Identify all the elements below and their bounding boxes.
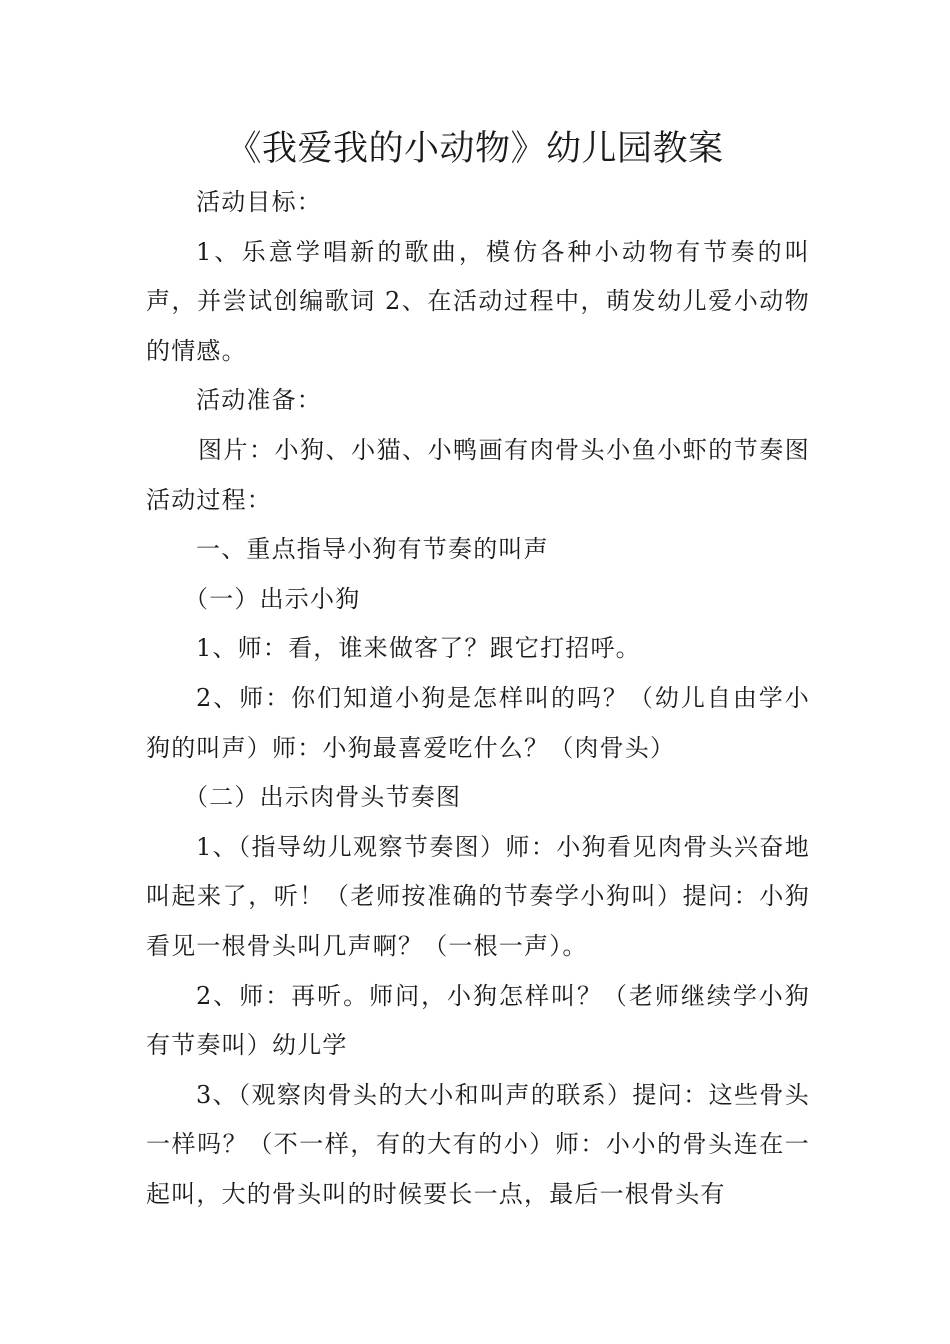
section-heading-goals: 活动目标：: [196, 188, 322, 216]
paragraph-goals: 1、乐意学唱新的歌曲，模仿各种小动物有节奏的叫声，并尝试创编歌词 2、在活动过程中，萌发幼儿爱小动物的情感。: [146, 237, 810, 365]
section-heading-preparation: 活动准备：: [196, 386, 322, 415]
paragraph-preparation: 图片：小狗、小猫、小鸭画有肉骨头小鱼小虾的节奏图活动过程：: [146, 435, 810, 514]
paragraph-chart-step-2: 2、师：再听。师问，小狗怎样叫？（老师继续学小狗有节奏叫）幼儿学: [146, 981, 810, 1060]
section-heading-part-one: 一、重点指导小狗有节奏的叫声: [196, 535, 549, 564]
document-body: [146, 178, 810, 1219]
subheading-show-bone-chart: （二）出示肉骨头节奏图: [184, 783, 462, 812]
paragraph-step-2: 2、师：你们知道小狗是怎样叫的吗？（幼儿自由学小狗的叫声）师：小狗最喜爱吃什么？（肉骨头）: [146, 683, 810, 762]
subheading-show-puppy: （一）出示小狗: [184, 584, 361, 613]
document-title: 《我爱我的小动物》幼儿园教案: [226, 129, 724, 169]
paragraph-step-1: 1、师：看，谁来做客了？跟它打招呼。: [196, 634, 641, 663]
paragraph-chart-step-3: 3、（观察肉骨头的大小和叫声的联系）提问：这些骨头一样吗？（不一样，有的大有的小）师：小小的骨头连在一起叫，大的骨头叫的时候要长一点，最后一根骨头有: [146, 1080, 810, 1208]
paragraph-chart-step-1: 1、（指导幼儿观察节奏图）师：小狗看见肉骨头兴奋地叫起来了，听！（老师按准确的节奏学小狗叫）提问：小狗看见一根骨头叫几声啊？（一根一声）。: [146, 832, 810, 960]
